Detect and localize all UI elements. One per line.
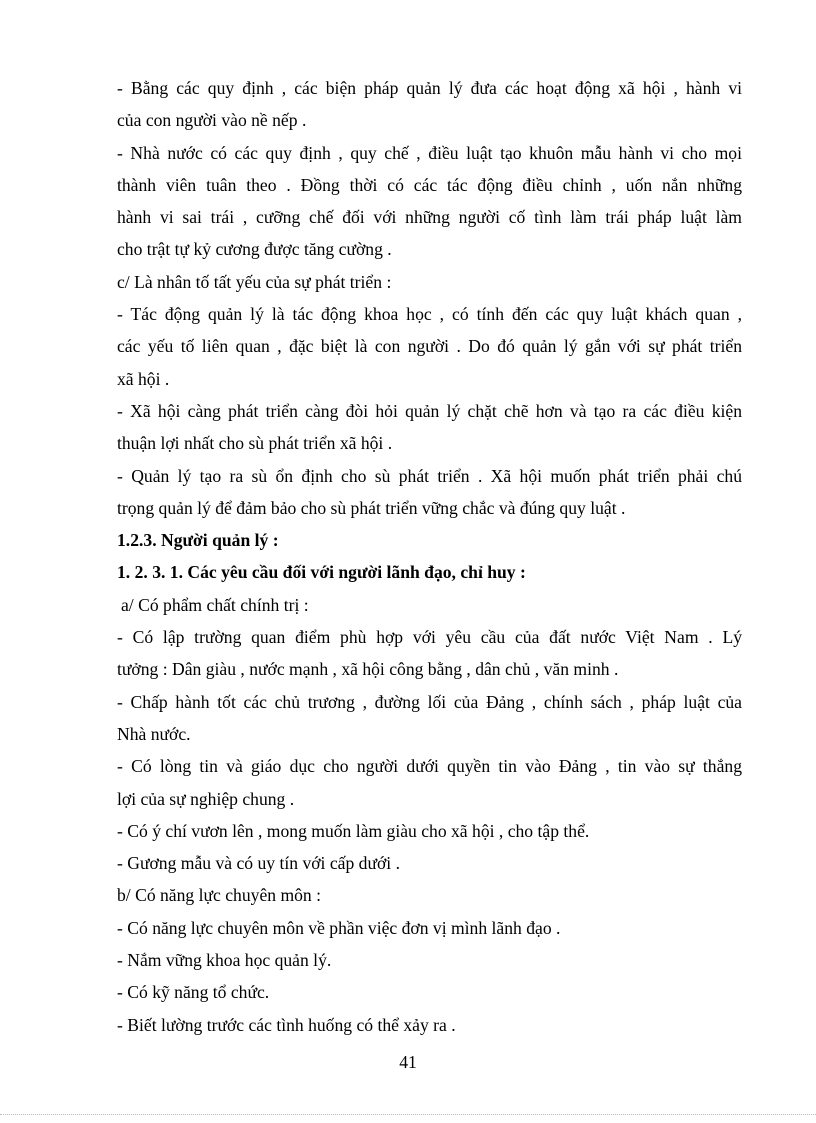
- text-line-24: - Có ý chí vươn lên , mong muốn làm giàu cho xã hội , cho tập thể.: [117, 820, 590, 841]
- section-heading-c: c/ Là nhân tố tất yếu của sự phát triển :: [117, 271, 392, 292]
- text-line-23: lợi của sự nghiệp chung .: [117, 788, 295, 809]
- text-line-27: - Có năng lực chuyên môn về phần việc đơn vị mình lãnh đạo .: [117, 917, 561, 938]
- text-line-21: Nhà nước.: [117, 723, 191, 744]
- text-line-5: hành vi sai trái , cưỡng chế đối với những người cố tình làm trái pháp luật làm: [117, 207, 742, 228]
- section-title-1-2-3-1: 1. 2. 3. 1. Các yêu cầu đối với người lãnh đạo, chỉ huy :: [117, 562, 526, 583]
- text-line-3: - Nhà nước có các quy định , quy chế , điều luật tạo khuôn mẫu hành vi cho mọi: [117, 142, 742, 163]
- text-line-1: - Bằng các quy định , các biện pháp quản lý đưa các hoạt động xã hội , hành vi: [117, 78, 742, 98]
- text-line-18: - Có lập trường quan điểm phù hợp với yêu cầu của đất nước Việt Nam . Lý: [117, 627, 742, 648]
- text-line-12: thuận lợi nhất cho sù phát triển xã hội .: [117, 433, 393, 454]
- text-line-10: xã hội .: [117, 368, 170, 389]
- section-title-1-2-3: 1.2.3. Người quản lý :: [117, 530, 279, 551]
- text-line-20: - Chấp hành tốt các chủ trương , đường lối của Đảng , chính sách , pháp luật của: [117, 691, 742, 712]
- text-line-2: của con người vào nề nếp .: [117, 110, 307, 131]
- subsection-heading-a: a/ Có phẩm chất chính trị :: [121, 594, 309, 615]
- text-line-19: tưởng : Dân giàu , nước mạnh , xã hội công bằng , dân chủ , văn minh .: [117, 659, 619, 680]
- document-body: [117, 72, 742, 1041]
- text-line-14: trọng quản lý để đảm bảo cho sù phát triển vững chắc và đúng quy luật .: [117, 497, 626, 518]
- text-line-22: - Có lòng tin và giáo dục cho người dưới quyền tin vào Đảng , tin vào sự thắng: [117, 756, 742, 777]
- text-line-29: - Có kỹ năng tổ chức.: [117, 982, 270, 1003]
- text-line-6: cho trật tự kỷ cương được tăng cường .: [117, 239, 392, 260]
- text-line-8: - Tác động quản lý là tác động khoa học , có tính đến các quy luật khách quan ,: [117, 304, 742, 325]
- page-number: 41: [399, 1052, 417, 1072]
- page-bottom-divider: [0, 1114, 816, 1115]
- text-line-9: các yếu tố liên quan , đặc biệt là con người . Do đó quản lý gắn với sự phát triển: [117, 336, 742, 357]
- text-line-11: - Xã hội càng phát triển càng đòi hỏi quản lý chặt chẽ hơn và tạo ra các điều kiện: [117, 400, 742, 421]
- subsection-heading-b: b/ Có năng lực chuyên môn :: [117, 885, 322, 906]
- text-line-25: - Gương mẫu và có uy tín với cấp dưới .: [117, 853, 400, 874]
- text-line-28: - Nắm vững khoa học quản lý.: [117, 950, 332, 971]
- text-line-4: thành viên tuân theo . Đồng thời có các tác động điều chỉnh , uốn nắn những: [117, 174, 742, 195]
- text-line-13: - Quản lý tạo ra sù ổn định cho sù phát triển . Xã hội muốn phát triển phải chú: [117, 465, 742, 486]
- text-line-30: - Biết lường trước các tình huống có thể xảy ra .: [117, 1014, 456, 1035]
